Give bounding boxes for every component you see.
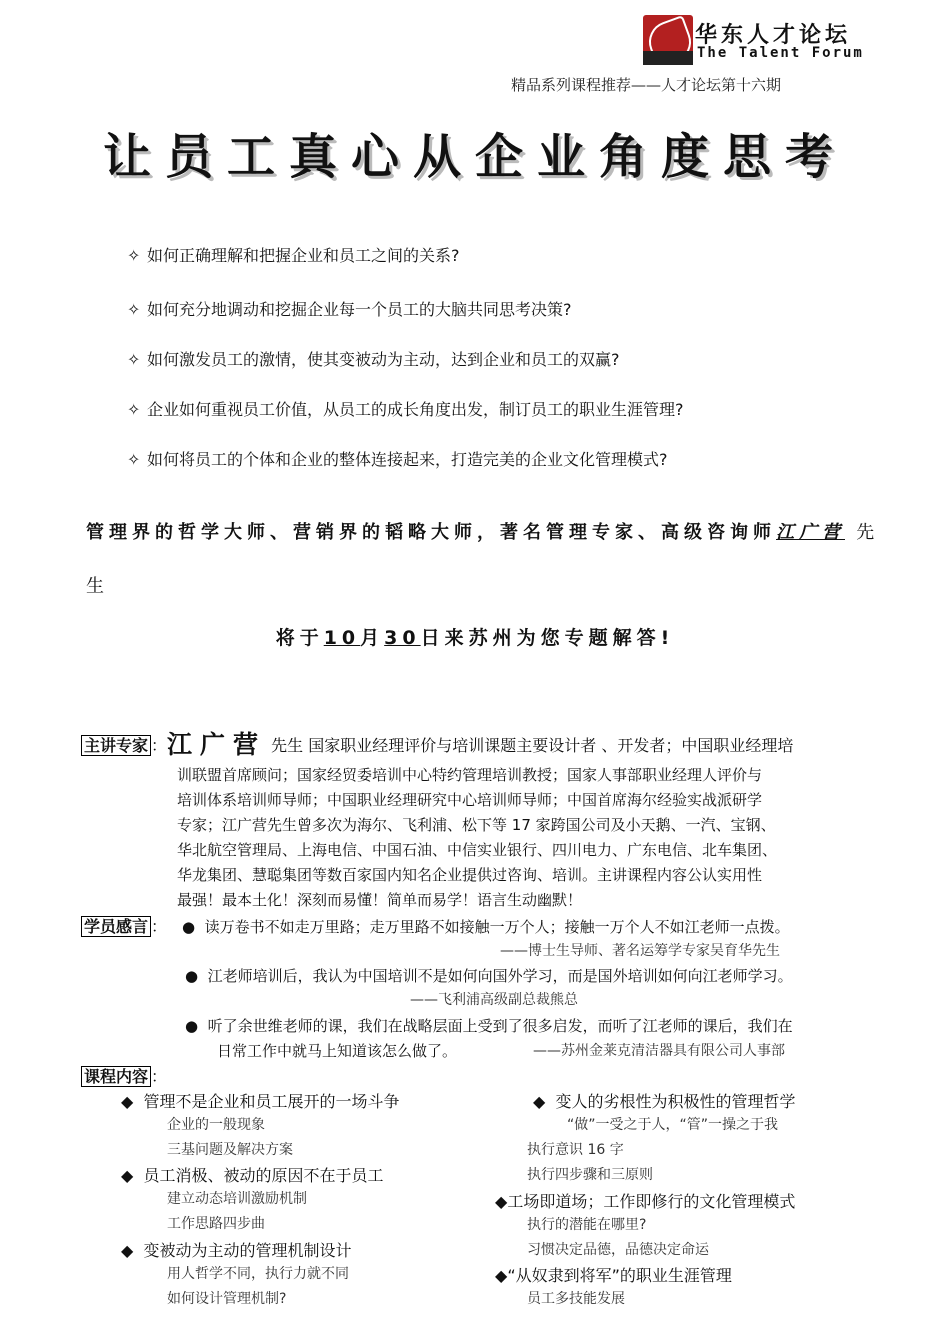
- star-bullet-icon: ✧: [127, 450, 141, 469]
- expert-bio-line: 培训体系培训师导师；中国职业经理研究中心培训师导师；中国首席海尔经验实战派研学: [177, 791, 763, 809]
- question-text: 企业如何重视员工价值，从员工的成长角度出发，制订员工的职业生涯管理?: [147, 400, 684, 419]
- question-item: [127, 243, 460, 266]
- testimonial-item: ● 读万卷书不如走万里路；走万里路不如接触一万个人；接触一万个人不如江老师一点拨。: [182, 918, 790, 936]
- course-header: 课程内容 ：: [81, 1064, 167, 1087]
- dot-bullet-icon: ●: [185, 1017, 199, 1035]
- question-text: 如何将员工的个体和企业的整体连接起来，打造完美的企业文化管理模式?: [147, 450, 668, 469]
- speaker-intro: 管理界的哲学大师、营销界的韬略大师，著名管理专家、高级咨询师江广营 先: [86, 522, 880, 543]
- course-tag: 课程内容: [81, 1066, 151, 1087]
- testimonial-credit: ——飞利浦高级副总裁熊总: [410, 992, 578, 1008]
- course-topic: ◆ 管理不是企业和员工展开的一场斗争: [121, 1092, 400, 1111]
- course-subtopic: 执行意识 16 字: [527, 1142, 624, 1158]
- testimonials-header: 学员感言 ：: [81, 914, 167, 937]
- course-topic: ◆工场即道场；工作即修行的文化管理模式: [495, 1192, 796, 1211]
- expert-bio-line: 最强！最本土化！深刻而易懂！简单而易学！语言生动幽默！: [177, 891, 583, 909]
- course-subtopic: 执行四步骤和三原则: [527, 1167, 653, 1183]
- speaker-name: 江广营: [776, 522, 845, 543]
- testimonial-text-cont: 日常工作中就马上知道该怎么做了。: [217, 1042, 458, 1060]
- course-topic: ◆ 员工消极、被动的原因不在于员工: [121, 1166, 384, 1185]
- course-subtopic: 用人哲学不同，执行力就不同: [167, 1266, 349, 1282]
- star-bullet-icon: ✧: [127, 350, 141, 369]
- page-title: 让员工真心从企业角度思考: [102, 129, 847, 185]
- course-topic: ◆ 变人的劣根性为积极性的管理哲学: [533, 1092, 796, 1111]
- course-subtopic: 习惯决定品德，品德决定命运: [527, 1242, 709, 1258]
- star-bullet-icon: ✧: [127, 246, 141, 265]
- expert-tag: 主讲专家: [81, 735, 151, 756]
- testimonial-item: ● 江老师培训后，我认为中国培训不是如何向国外学习，而是国外培训如何向江老师学习。: [185, 967, 793, 985]
- talent-forum-logo: [643, 15, 693, 65]
- course-subtopic: 三基问题及解决方案: [167, 1142, 293, 1158]
- diamond-bullet-icon: ◆: [121, 1166, 134, 1185]
- expert-bio-line: 华龙集团、慧聪集团等数百家国内知名企业提供过咨询、培训。主讲课程内容公认实用性: [177, 866, 763, 884]
- event-day: 30: [384, 627, 421, 649]
- question-text: 如何充分地调动和挖掘企业每一个员工的大脑共同思考决策?: [147, 300, 572, 319]
- expert-bio-line: 华北航空管理局、上海电信、中国石油、中信实业银行、四川电力、广东电信、北车集团、: [177, 841, 778, 859]
- testimonial-item: ● 听了余世维老师的课，我们在战略层面上受到了很多启发，而听了江老师的课后，我们在: [185, 1017, 793, 1035]
- diamond-bullet-icon: ◆: [121, 1241, 134, 1260]
- course-subtopic: 执行的潜能在哪里?: [527, 1217, 647, 1233]
- course-subtopic: 员工多技能发展: [527, 1291, 625, 1307]
- course-subtopic: 企业的一般现象: [167, 1117, 265, 1133]
- testimonials-tag: 学员感言: [81, 916, 151, 937]
- course-subtopic: 建立动态培训激励机制: [167, 1191, 307, 1207]
- star-bullet-icon: ✧: [127, 400, 141, 419]
- testimonial-credit: ——苏州金莱克清洁器具有限公司人事部: [533, 1043, 785, 1059]
- diamond-bullet-icon: ◆: [533, 1092, 546, 1111]
- speaker-intro-cont: 生: [86, 576, 104, 597]
- logo-english-text: The Talent Forum: [697, 45, 864, 61]
- diamond-bullet-icon: ◆: [495, 1266, 508, 1285]
- question-text: 如何激发员工的激情，使其变被动为主动，达到企业和员工的双赢?: [147, 350, 620, 369]
- star-bullet-icon: ✧: [127, 300, 141, 319]
- course-topic: ◆“从奴隶到将军”的职业生涯管理: [495, 1266, 732, 1285]
- expert-header: 主讲专家 ：江广营 先生 国家职业经理评价与培训课题主要设计者 、开发者；中国职业经理培: [81, 725, 793, 761]
- course-subtopic: 工作思路四步曲: [167, 1216, 265, 1232]
- dot-bullet-icon: ●: [185, 967, 199, 985]
- question-item: [127, 347, 620, 370]
- question-item: [127, 447, 668, 470]
- question-text: 如何正确理解和把握企业和员工之间的关系?: [147, 246, 460, 265]
- series-subtitle: 精品系列课程推荐——人才论坛第十六期: [511, 76, 782, 94]
- event-date-line: 将于10月30日来苏州为您专题解答!: [275, 627, 675, 649]
- diamond-bullet-icon: ◆: [121, 1092, 134, 1111]
- question-item: [127, 397, 684, 420]
- course-topic: ◆ 变被动为主动的管理机制设计: [121, 1241, 352, 1260]
- expert-bio-line: 专家；江广营先生曾多次为海尔、飞利浦、松下等 17 家跨国公司及小天鹅、一汽、宝钢、: [177, 816, 776, 834]
- logo-chinese-text: 华东人才论坛: [695, 22, 852, 48]
- course-subtopic: “做”一受之于人，“管”一操之于我: [567, 1117, 779, 1133]
- course-subtopic: 如何设计管理机制?: [167, 1291, 287, 1307]
- testimonial-credit: ——博士生导师、著名运筹学专家吴育华先生: [500, 943, 780, 959]
- dot-bullet-icon: ●: [182, 918, 196, 936]
- question-item: [127, 297, 572, 320]
- expert-name: 江广营: [167, 730, 267, 759]
- diamond-bullet-icon: ◆: [495, 1192, 508, 1211]
- event-month: 10: [323, 627, 361, 649]
- expert-bio-line: 训联盟首席顾问；国家经贸委培训中心特约管理培训教授；国家人事部职业经理人评价与: [177, 766, 763, 784]
